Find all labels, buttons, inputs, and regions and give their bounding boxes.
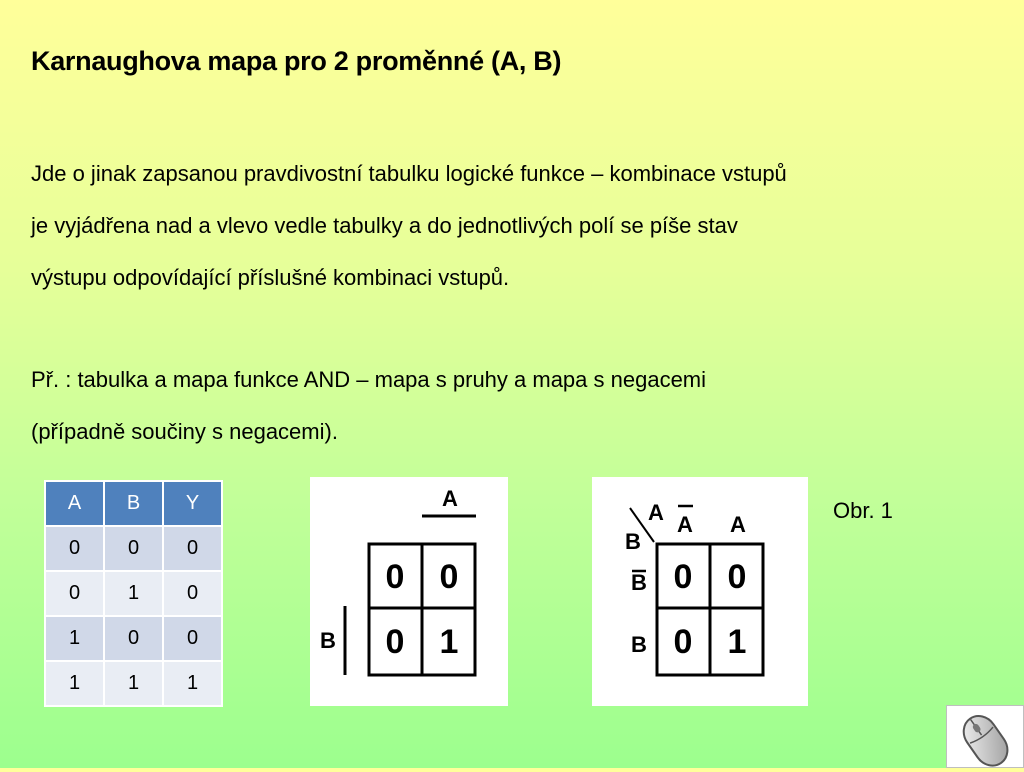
table-header-cell: Y bbox=[163, 481, 222, 526]
kmap-cell: 0 bbox=[385, 623, 405, 661]
table-cell: 0 bbox=[163, 571, 222, 616]
karnaugh-map-bars bbox=[310, 477, 508, 706]
table-row bbox=[45, 661, 222, 706]
table-header-row bbox=[45, 481, 222, 526]
kmap-col-label-a: A bbox=[730, 512, 746, 537]
table-cell: 1 bbox=[163, 661, 222, 706]
kmap-cell: 0 bbox=[673, 623, 693, 661]
kmap-cell: 0 bbox=[385, 558, 405, 596]
figure-label: Obr. 1 bbox=[833, 498, 893, 523]
paragraph-line: Jde o jinak zapsanou pravdivostní tabulku logické funkce – kombinace vstupů bbox=[31, 161, 787, 186]
paragraph-line: Př. : tabulka a mapa funkce AND – mapa s pruhy a mapa s negacemi bbox=[31, 367, 707, 392]
kmap-cell: 1 bbox=[727, 623, 747, 661]
kmap-corner-label-b: B bbox=[625, 529, 641, 554]
table-row bbox=[45, 616, 222, 661]
table-row bbox=[45, 526, 222, 571]
kmap-bar-label-b: B bbox=[320, 628, 336, 653]
kmap-row-label-not-b: B bbox=[631, 570, 647, 595]
kmap-cell: 0 bbox=[727, 558, 747, 596]
paragraph-description bbox=[31, 148, 971, 304]
table-row bbox=[45, 571, 222, 616]
kmap-col-label-not-a: A bbox=[677, 512, 693, 537]
kmap-corner-label-a: A bbox=[648, 500, 664, 525]
slide-title: Karnaughova mapa pro 2 proměnné (A, B) bbox=[31, 46, 562, 76]
table-cell: 0 bbox=[45, 571, 104, 616]
table-header-cell: A bbox=[45, 481, 104, 526]
kmap-bar-label-a: A bbox=[442, 486, 458, 511]
table-cell: 1 bbox=[104, 571, 163, 616]
kmap-cell: 0 bbox=[673, 558, 693, 596]
computer-mouse-icon bbox=[947, 706, 1023, 767]
paragraph-line: (případně součiny s negacemi). bbox=[31, 419, 338, 444]
table-cell: 0 bbox=[104, 616, 163, 661]
table-cell: 1 bbox=[45, 616, 104, 661]
paragraph-example bbox=[31, 354, 971, 458]
kmap-row-label-b: B bbox=[631, 632, 647, 657]
table-cell: 0 bbox=[45, 526, 104, 571]
paragraph-line: výstupu odpovídající příslušné kombinaci vstupů. bbox=[31, 265, 510, 290]
table-cell: 1 bbox=[45, 661, 104, 706]
table-header-cell: B bbox=[104, 481, 163, 526]
mouse-button[interactable] bbox=[946, 705, 1024, 768]
kmap-cell: 1 bbox=[439, 623, 459, 661]
table-cell: 0 bbox=[104, 526, 163, 571]
table-cell: 1 bbox=[104, 661, 163, 706]
table-cell: 0 bbox=[163, 526, 222, 571]
truth-table bbox=[44, 480, 223, 707]
table-cell: 0 bbox=[163, 616, 222, 661]
paragraph-line: je vyjádřena nad a vlevo vedle tabulky a do jednotlivých polí se píše stav bbox=[31, 213, 738, 238]
kmap-cell: 0 bbox=[439, 558, 459, 596]
karnaugh-map-negations bbox=[592, 477, 808, 706]
